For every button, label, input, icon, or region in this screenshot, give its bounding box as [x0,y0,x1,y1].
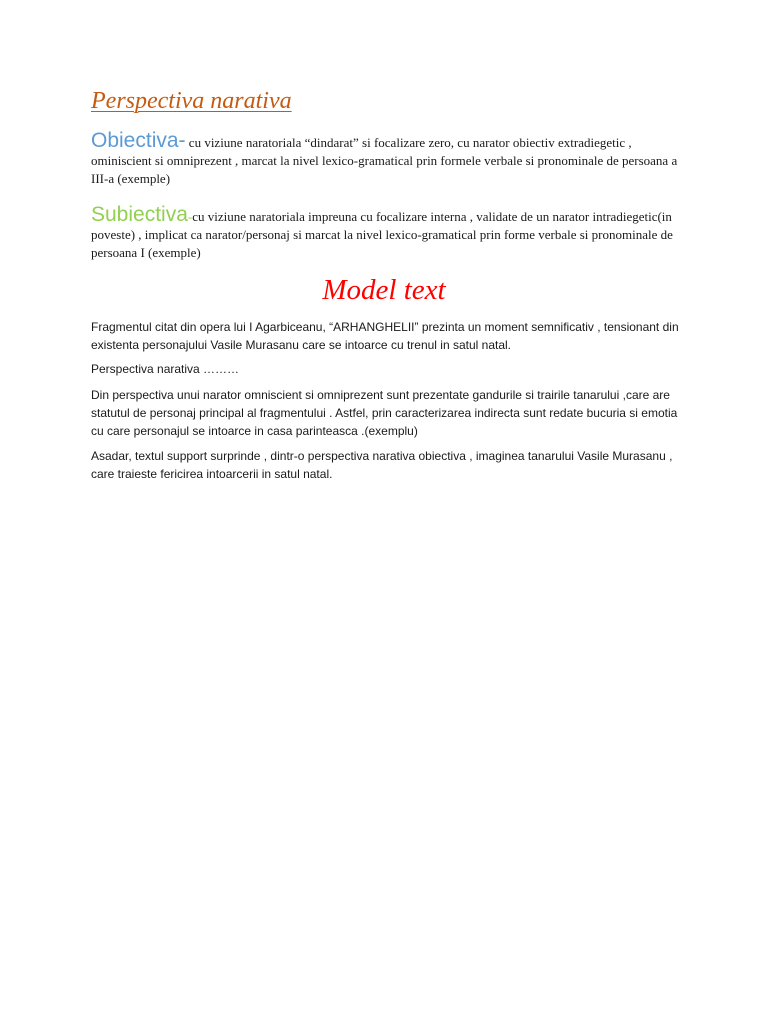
definition-obiectiva-text: cu viziune naratoriala “dindarat” si focalizare zero, cu narator obiectiv extradiegetic , ominiscient si omniprezent , marcat la nivel lexico-gramatical prin formele verbale si pronominale de persoana a III-a (exemple) [91,135,678,186]
paragraph-intro: Fragmentul citat din opera lui I Agarbiceanu, “ARHANGHELII” prezinta un moment semnificativ , tensionant din existenta personajului Vasile Murasanu care se intoarce cu trenul in satul natal. [91,320,679,352]
term-subiectiva: Subiectiva [91,203,188,226]
definition-subiectiva [91,203,691,262]
term-subiectiva-separator: - [187,209,193,224]
term-obiectiva-separator: - [178,129,186,152]
paragraph-conclusion: Asadar, textul support surprinde , dintr-o perspectiva narativa obiectiva , imaginea tanarului Vasile Murasanu , care traieste fericirea intoarcerii in satul natal. [91,449,673,481]
definition-obiectiva [91,129,691,188]
paragraph-analysis: Din perspectiva unui narator omniscient si omniprezent sunt prezentate gandurile si trairile tanarului ,care are statutul de personaj principal al fragmentului . Astfel, prin caracterizarea indirecta sunt redate bucuria si emotia cu care personajul se intoarce in casa parinteasca .(exemplu) [91,388,678,438]
paragraph-perspectiva: Perspectiva narativa ……… [91,362,240,376]
document-title: Perspectiva narativa [91,88,292,114]
definition-subiectiva-text: cu viziune naratoriala impreuna cu focalizare interna , validate de un narator intradiegetic(in poveste) , implicat ca narator/personaj si marcat la nivel lexico-gramatical prin forme verbale si pronominale de persoana I (exemple) [91,209,673,260]
section-title-model-text: Model text [322,274,446,306]
term-obiectiva: Obiectiva [91,129,179,152]
